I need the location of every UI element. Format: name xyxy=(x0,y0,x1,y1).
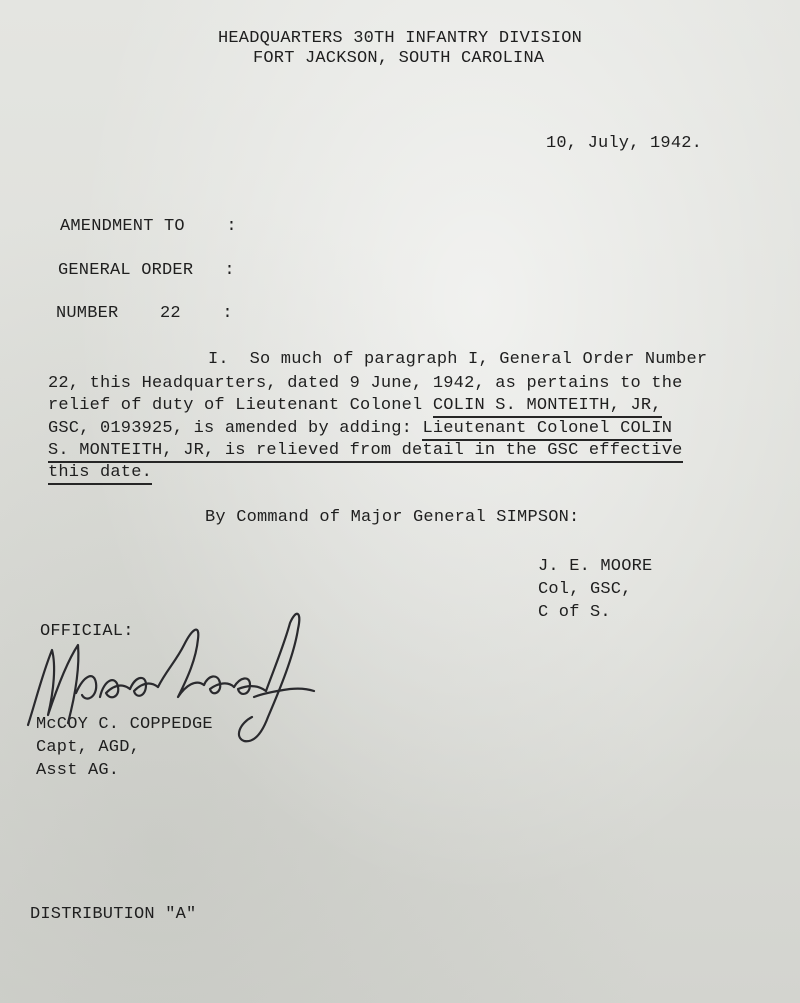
underlined-amendment-end: this date. xyxy=(48,463,152,485)
official-rank: Capt, AGD, xyxy=(36,738,141,757)
body-line-3-text: relief of duty of Lieutenant Colonel xyxy=(48,396,433,415)
distribution-line: DISTRIBUTION "A" xyxy=(30,905,197,924)
body-line-5 xyxy=(48,441,683,461)
subject-line-3: NUMBER 22 : xyxy=(56,304,233,323)
chief-of-staff-rank: Col, GSC, xyxy=(538,580,632,599)
chief-of-staff-name: J. E. MOORE xyxy=(538,557,653,576)
body-line-6 xyxy=(48,463,152,483)
header-line-1: HEADQUARTERS 30TH INFANTRY DIVISION xyxy=(218,29,583,48)
document-date: 10, July, 1942. xyxy=(546,134,703,153)
body-line-4-text: GSC, 0193925, is amended by adding: xyxy=(48,419,423,438)
subject-line-1: AMENDMENT TO : xyxy=(60,217,237,236)
subject-line-2: GENERAL ORDER : xyxy=(58,261,235,280)
handwritten-signature xyxy=(18,605,318,755)
official-name: McCOY C. COPPEDGE xyxy=(36,715,213,734)
body-line-1: I. So much of paragraph I, General Order Number xyxy=(208,350,708,369)
command-line: By Command of Major General SIMPSON: xyxy=(205,508,580,527)
official-title: Asst AG. xyxy=(36,761,120,780)
header-line-2: FORT JACKSON, SOUTH CAROLINA xyxy=(253,49,545,68)
body-line-3 xyxy=(48,396,662,416)
underlined-amendment-start: Lieutenant Colonel COLIN xyxy=(422,419,672,441)
underlined-officer-name: COLIN S. MONTEITH, JR, xyxy=(433,396,662,418)
body-line-2: 22, this Headquarters, dated 9 June, 1942, as pertains to the xyxy=(48,374,683,393)
official-label: OFFICIAL: xyxy=(40,622,134,641)
underlined-amendment-middle: S. MONTEITH, JR, is relieved from detail in the GSC effective xyxy=(48,441,683,463)
body-line-4 xyxy=(48,419,672,439)
chief-of-staff-title: C of S. xyxy=(538,603,611,622)
